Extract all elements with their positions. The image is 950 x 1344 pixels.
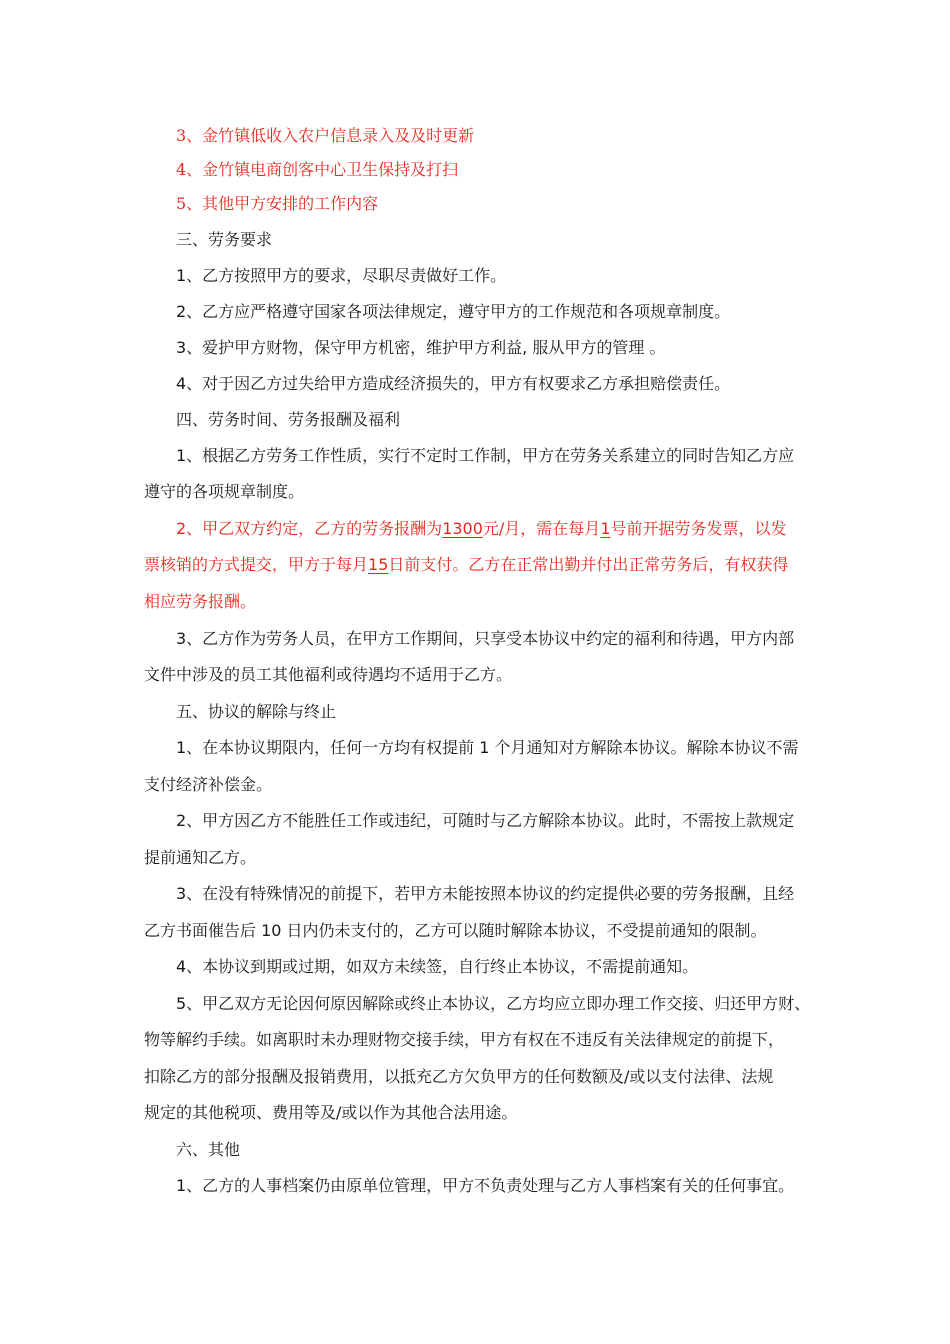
paragraph-continuation: 提前通知乙方。 xyxy=(144,848,257,867)
remuneration-clause xyxy=(176,519,856,539)
paragraph-continuation: 支付经济补偿金。 xyxy=(144,775,273,794)
payment-day: 15 xyxy=(368,555,389,574)
paragraph-continuation: 扣除乙方的部分报酬及报销费用，以抵充乙方欠负甲方的任何数额及/或以支付法律、法规 xyxy=(144,1067,774,1086)
paragraph: 4、本协议到期或过期，如双方未续签，自行终止本协议，不需提前通知。 xyxy=(176,957,699,976)
paragraph-continuation: 遵守的各项规章制度。 xyxy=(144,482,305,501)
task-item-3: 3、金竹镇低收入农户信息录入及及时更新 xyxy=(176,126,475,145)
task-item-4: 4、金竹镇电商创客中心卫生保持及打扫 xyxy=(176,160,459,179)
paragraph: 2、甲方因乙方不能胜任工作或违纪，可随时与乙方解除本协议。此时，不需按上款规定 xyxy=(176,811,795,830)
paragraph-continuation: 文件中涉及的员工其他福利或待遇均不适用于乙方。 xyxy=(144,665,513,684)
paragraph: 3、在没有特殊情况的前提下，若甲方未能按照本协议的约定提供必要的劳务报酬，且经 xyxy=(176,884,795,903)
paragraph: 3、乙方作为劳务人员，在甲方工作期间，只享受本协议中约定的福利和待遇，甲方内部 xyxy=(176,629,795,648)
section-heading-6: 六、其他 xyxy=(176,1140,241,1159)
paragraph: 1、根据乙方劳务工作性质，实行不定时工作制，甲方在劳务关系建立的同时告知乙方应 xyxy=(176,446,795,465)
section-heading-4: 四、劳务时间、劳务报酬及福利 xyxy=(176,410,401,429)
paragraph: 5、甲乙双方无论因何原因解除或终止本协议，乙方均应立即办理工作交接、归还甲方财、 xyxy=(176,994,811,1013)
paragraph: 4、对于因乙方过失给甲方造成经济损失的，甲方有权要求乙方承担赔偿责任。 xyxy=(176,374,731,393)
paragraph: 3、爱护甲方财物，保守甲方机密，维护甲方利益, 服从甲方的管理 。 xyxy=(176,338,666,357)
remuneration-clause-end: 相应劳务报酬。 xyxy=(144,592,257,611)
section-heading-3: 三、劳务要求 xyxy=(176,230,273,249)
clause-text: 号前开据劳务发票，以发 xyxy=(610,519,787,538)
paragraph: 1、乙方的人事档案仍由原单位管理，甲方不负责处理与乙方人事档案有关的任何事宜。 xyxy=(176,1176,795,1195)
clause-text: 票核销的方式提交，甲方于每月 xyxy=(144,555,369,574)
paragraph-continuation: 乙方书面催告后 10 日内仍未支付的，乙方可以随时解除本协议，不受提前通知的限制。 xyxy=(144,921,767,940)
paragraph: 1、在本协议期限内，任何一方均有权提前 1 个月通知对方解除本协议。解除本协议不需 xyxy=(176,738,799,757)
paragraph-continuation: 物等解约手续。如离职时未办理财物交接手续，甲方有权在不违反有关法律规定的前提下， xyxy=(144,1030,785,1049)
invoice-day: 1 xyxy=(600,519,611,538)
monthly-amount: 1300 xyxy=(442,519,483,538)
clause-text: 元/月，需在每月 xyxy=(482,519,601,538)
clause-text: 日前支付。乙方在正常出勤并付出正常劳务后，有权获得 xyxy=(388,555,789,574)
paragraph: 1、乙方按照甲方的要求，尽职尽责做好工作。 xyxy=(176,266,507,285)
section-heading-5: 五、协议的解除与终止 xyxy=(176,702,337,721)
task-item-5: 5、其他甲方安排的工作内容 xyxy=(176,194,379,213)
paragraph-continuation: 规定的其他税项、费用等及/或以作为其他合法用途。 xyxy=(144,1103,518,1122)
remuneration-clause-continuation xyxy=(144,555,824,575)
paragraph: 2、乙方应严格遵守国家各项法律规定，遵守甲方的工作规范和各项规章制度。 xyxy=(176,302,731,321)
clause-text: 2、甲乙双方约定，乙方的劳务报酬为 xyxy=(176,519,443,538)
